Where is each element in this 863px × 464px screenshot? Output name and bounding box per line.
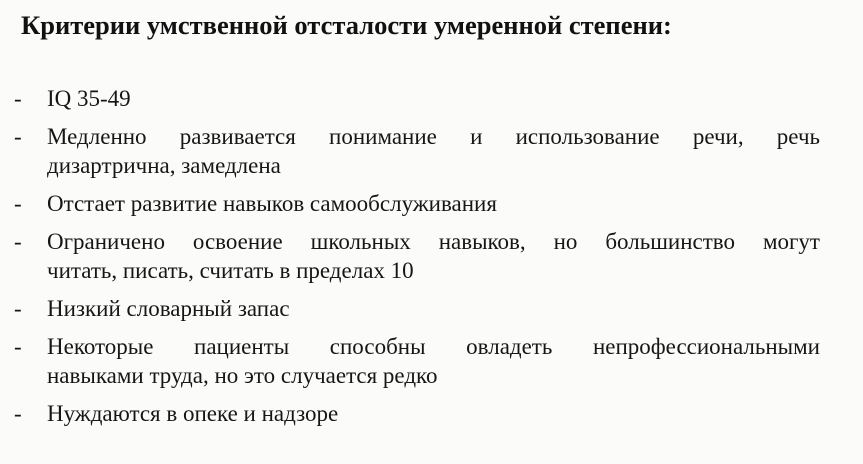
- list-item: [0, 332, 820, 390]
- list-item: [0, 227, 820, 285]
- criteria-list: [0, 84, 863, 437]
- bullet-dash: -: [14, 191, 22, 216]
- list-item-text: IQ 35-49: [47, 86, 131, 111]
- list-item-text: Низкий словарный запас: [47, 296, 290, 321]
- list-item: [0, 189, 820, 218]
- bullet-dash: -: [14, 334, 22, 359]
- list-item-text: Медленно развивается понимание и использование речи, речь: [47, 124, 820, 149]
- slide-title: Критерии умственной отсталости умеренной степени:: [21, 10, 672, 40]
- bullet-dash: -: [14, 86, 22, 111]
- list-item-text: навыками труда, но это случается редко: [47, 363, 438, 388]
- list-item-text: дизартрична, замедлена: [47, 153, 281, 178]
- list-item: [0, 84, 820, 113]
- list-item-text: Некоторые пациенты способны овладеть непрофессиональными: [47, 334, 820, 359]
- list-item-text: Отстает развитие навыков самообслуживания: [47, 191, 497, 216]
- list-item-text: читать, писать, считать в пределах 10: [47, 258, 414, 283]
- list-item: [0, 294, 820, 323]
- list-item-text: Нуждаются в опеке и надзоре: [47, 401, 339, 426]
- bullet-dash: -: [14, 401, 22, 426]
- list-item-text: Ограничено освоение школьных навыков, но большинство могут: [47, 229, 820, 254]
- list-item: [0, 122, 820, 180]
- bullet-dash: -: [14, 296, 22, 321]
- bullet-dash: -: [14, 229, 22, 254]
- bullet-dash: -: [14, 124, 22, 149]
- list-item: [0, 399, 820, 428]
